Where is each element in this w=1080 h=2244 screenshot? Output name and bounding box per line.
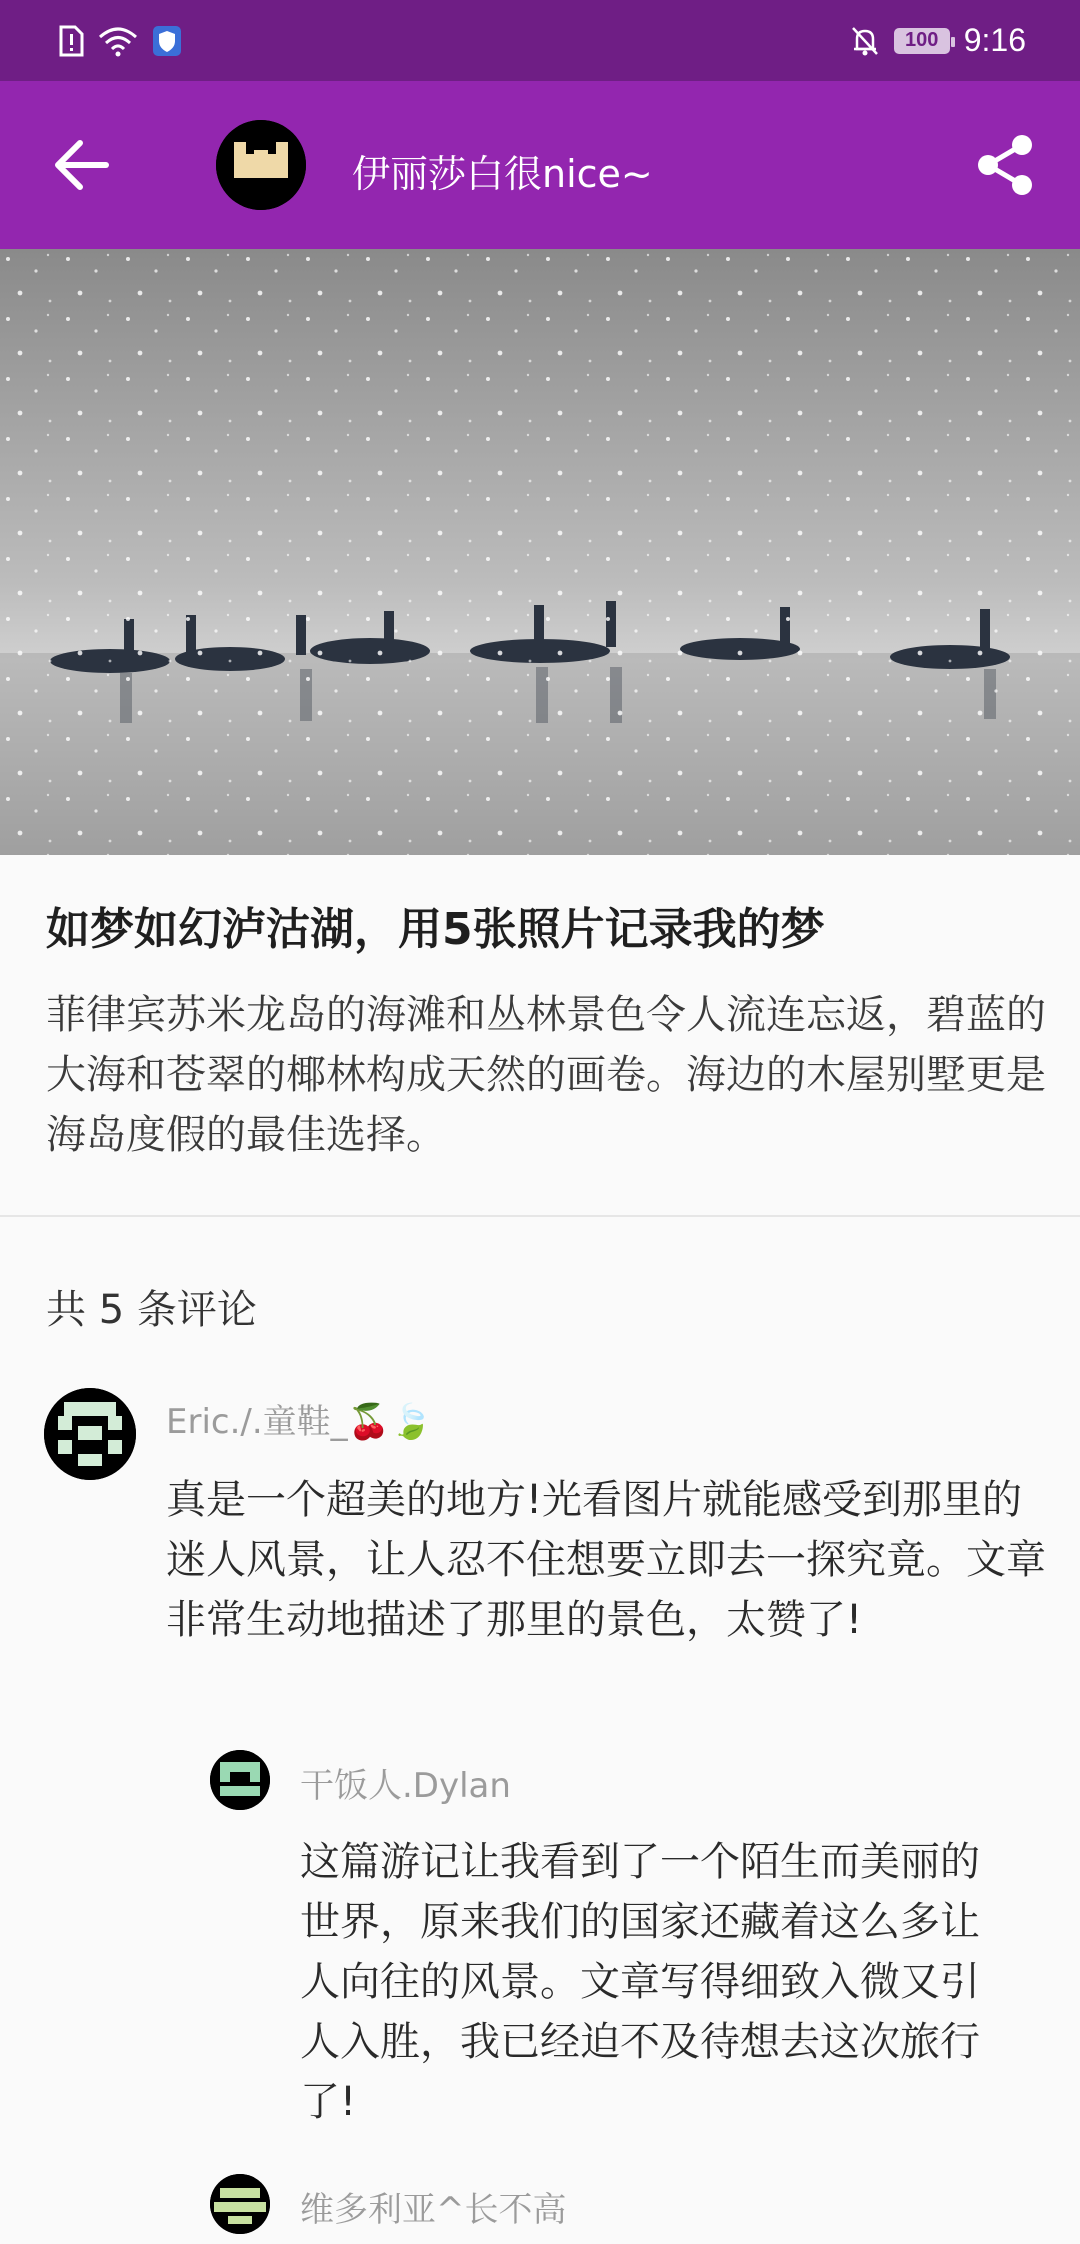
status-icons-left bbox=[58, 25, 182, 57]
avatar-pixel-art bbox=[210, 1750, 270, 1810]
divider bbox=[0, 1215, 1080, 1217]
cover-illustration bbox=[0, 249, 1080, 855]
share-icon[interactable] bbox=[976, 133, 1036, 197]
status-icons-right bbox=[850, 22, 1026, 59]
shield-icon bbox=[152, 25, 182, 57]
article-body: 菲律宾苏米龙岛的海滩和丛林景色令人流连忘返，碧蓝的大海和苍翠的椰林构成天然的画卷。海边的木屋别墅更是海岛度假的最佳选择。 bbox=[46, 992, 1046, 1158]
wifi-icon bbox=[98, 25, 138, 57]
article-cover-image bbox=[0, 249, 1080, 855]
comment-count: 共 5 条评论 bbox=[46, 1287, 257, 1333]
app-bar bbox=[0, 81, 1080, 249]
commenter-name: 干饭人.Dylan bbox=[300, 1766, 511, 1806]
comment-text: 这篇游记让我看到了一个陌生而美丽的世界，原来我们的国家还藏着这么多让人向往的风景。文章写得细致入微又引人入胜，我已经迫不及待想去这次旅行了! bbox=[300, 1839, 980, 2125]
avatar-pixel-art bbox=[216, 120, 306, 210]
status-bar bbox=[0, 0, 1080, 81]
commenter-name: 维多利亚^长不高 bbox=[300, 2190, 567, 2230]
author-avatar[interactable] bbox=[216, 120, 306, 210]
article-title: 如梦如幻泸沽湖，用5张照片记录我的梦 bbox=[46, 904, 825, 955]
sim-alert-icon bbox=[58, 25, 84, 57]
avatar-pixel-art bbox=[210, 2174, 270, 2234]
bell-off-icon bbox=[850, 25, 880, 57]
author-name: 伊丽莎白很nice~ bbox=[352, 152, 653, 196]
avatar-pixel-art bbox=[44, 1388, 136, 1480]
comment-text: 真是一个超美的地方!光看图片就能感受到那里的迷人风景，让人忍不住想要立即去一探究竟。文章非常生动地描述了那里的景色，太赞了! bbox=[166, 1477, 1046, 1643]
commenter-name: Eric./.童鞋_🍒🍃 bbox=[166, 1402, 433, 1442]
arrow-left-icon[interactable] bbox=[52, 139, 110, 191]
commenter-avatar[interactable] bbox=[210, 1750, 270, 1810]
status-time: 9:16 bbox=[963, 22, 1026, 58]
commenter-avatar[interactable] bbox=[210, 2174, 270, 2234]
battery-icon: 100 bbox=[894, 28, 950, 54]
commenter-avatar[interactable] bbox=[44, 1388, 136, 1480]
